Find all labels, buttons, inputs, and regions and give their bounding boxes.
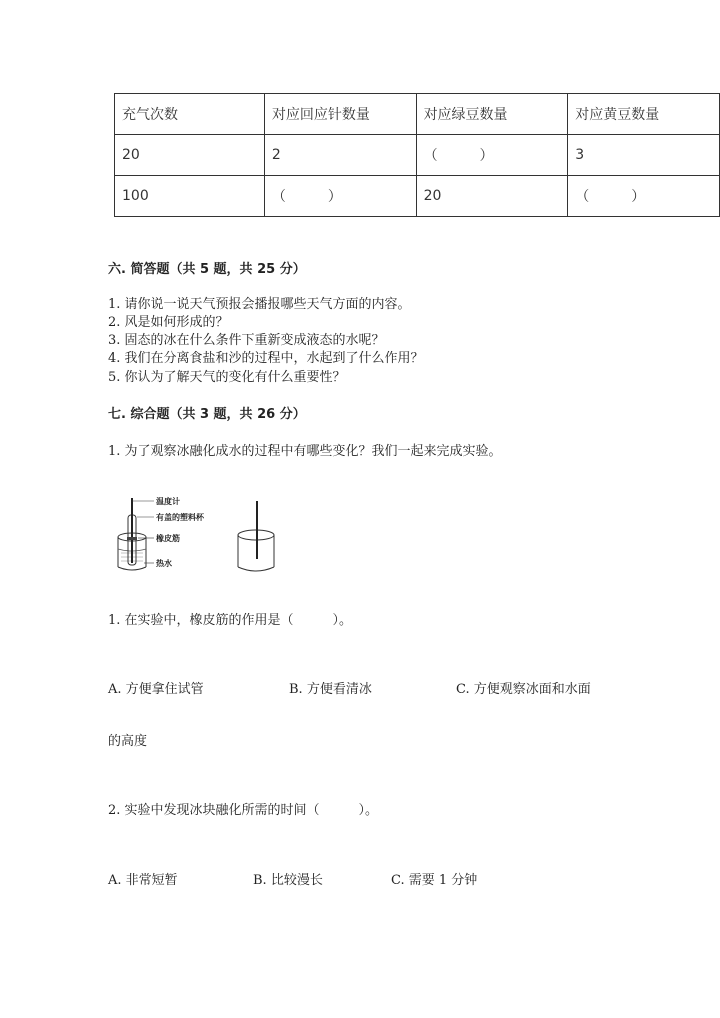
table-cell: 充气次数 (115, 94, 265, 135)
cup-with-rod-icon (238, 501, 274, 571)
table-cell: 对应绿豆数量 (416, 94, 568, 135)
question-stem: 2. 实验中发现冰块融化所需的时间（ ）。 (108, 803, 379, 818)
table-cell: （ ） (568, 176, 720, 217)
question-item: 5. 你认为了解天气的变化有什么重要性？ (108, 370, 346, 385)
table-cell: 3 (568, 135, 720, 176)
table-row (115, 135, 720, 176)
table-cell: 100 (115, 176, 265, 217)
question-item: 1. 请你说一说天气预报会播报哪些天气方面的内容。 (108, 297, 411, 312)
diagram-label: 有盖的塑料杯 (156, 513, 204, 522)
table-cell: 对应黄豆数量 (568, 94, 720, 135)
section7-title: 七. 综合题（共 3 题，共 26 分） (108, 407, 306, 422)
option-c: C. 方便观察冰面和水面 (456, 682, 591, 697)
option-continuation: 的高度 (108, 734, 148, 749)
table-cell: （ ） (264, 176, 416, 217)
question-item: 4. 我们在分离食盐和沙的过程中，水起到了什么作用？ (108, 351, 424, 366)
section7-intro: 1. 为了观察冰融化成水的过程中有哪些变化？我们一起来完成实验。 (108, 444, 502, 459)
diagram-label: 橡皮筋 (156, 534, 180, 543)
experiment-diagram (108, 493, 368, 583)
question-stem: 1. 在实验中，橡皮筋的作用是（ ）。 (108, 613, 353, 628)
table-cell: （ ） (416, 135, 568, 176)
table-cell: 20 (115, 135, 265, 176)
beaker-with-test-tube-icon (118, 498, 146, 570)
table-cell: 2 (264, 135, 416, 176)
diagram-label: 温度计 (156, 497, 180, 506)
table-cell: 对应回应针数量 (264, 94, 416, 135)
question-item: 3. 固态的冰在什么条件下重新变成液态的水呢？ (108, 333, 385, 348)
question-item: 2. 风是如何形成的？ (108, 315, 229, 330)
option-a: A. 方便拿住试管 (108, 682, 204, 697)
table-cell: 20 (416, 176, 568, 217)
section6-title: 六. 简答题（共 5 题，共 25 分） (108, 262, 306, 277)
diagram-label: 热水 (156, 559, 172, 568)
table-row (115, 176, 720, 217)
option-a: A. 非常短暂 (108, 873, 178, 888)
data-table (114, 93, 720, 217)
table-row (115, 94, 720, 135)
option-b: B. 比较漫长 (253, 873, 323, 888)
option-b: B. 方便看清冰 (289, 682, 372, 697)
option-c: C. 需要 1 分钟 (391, 873, 478, 888)
